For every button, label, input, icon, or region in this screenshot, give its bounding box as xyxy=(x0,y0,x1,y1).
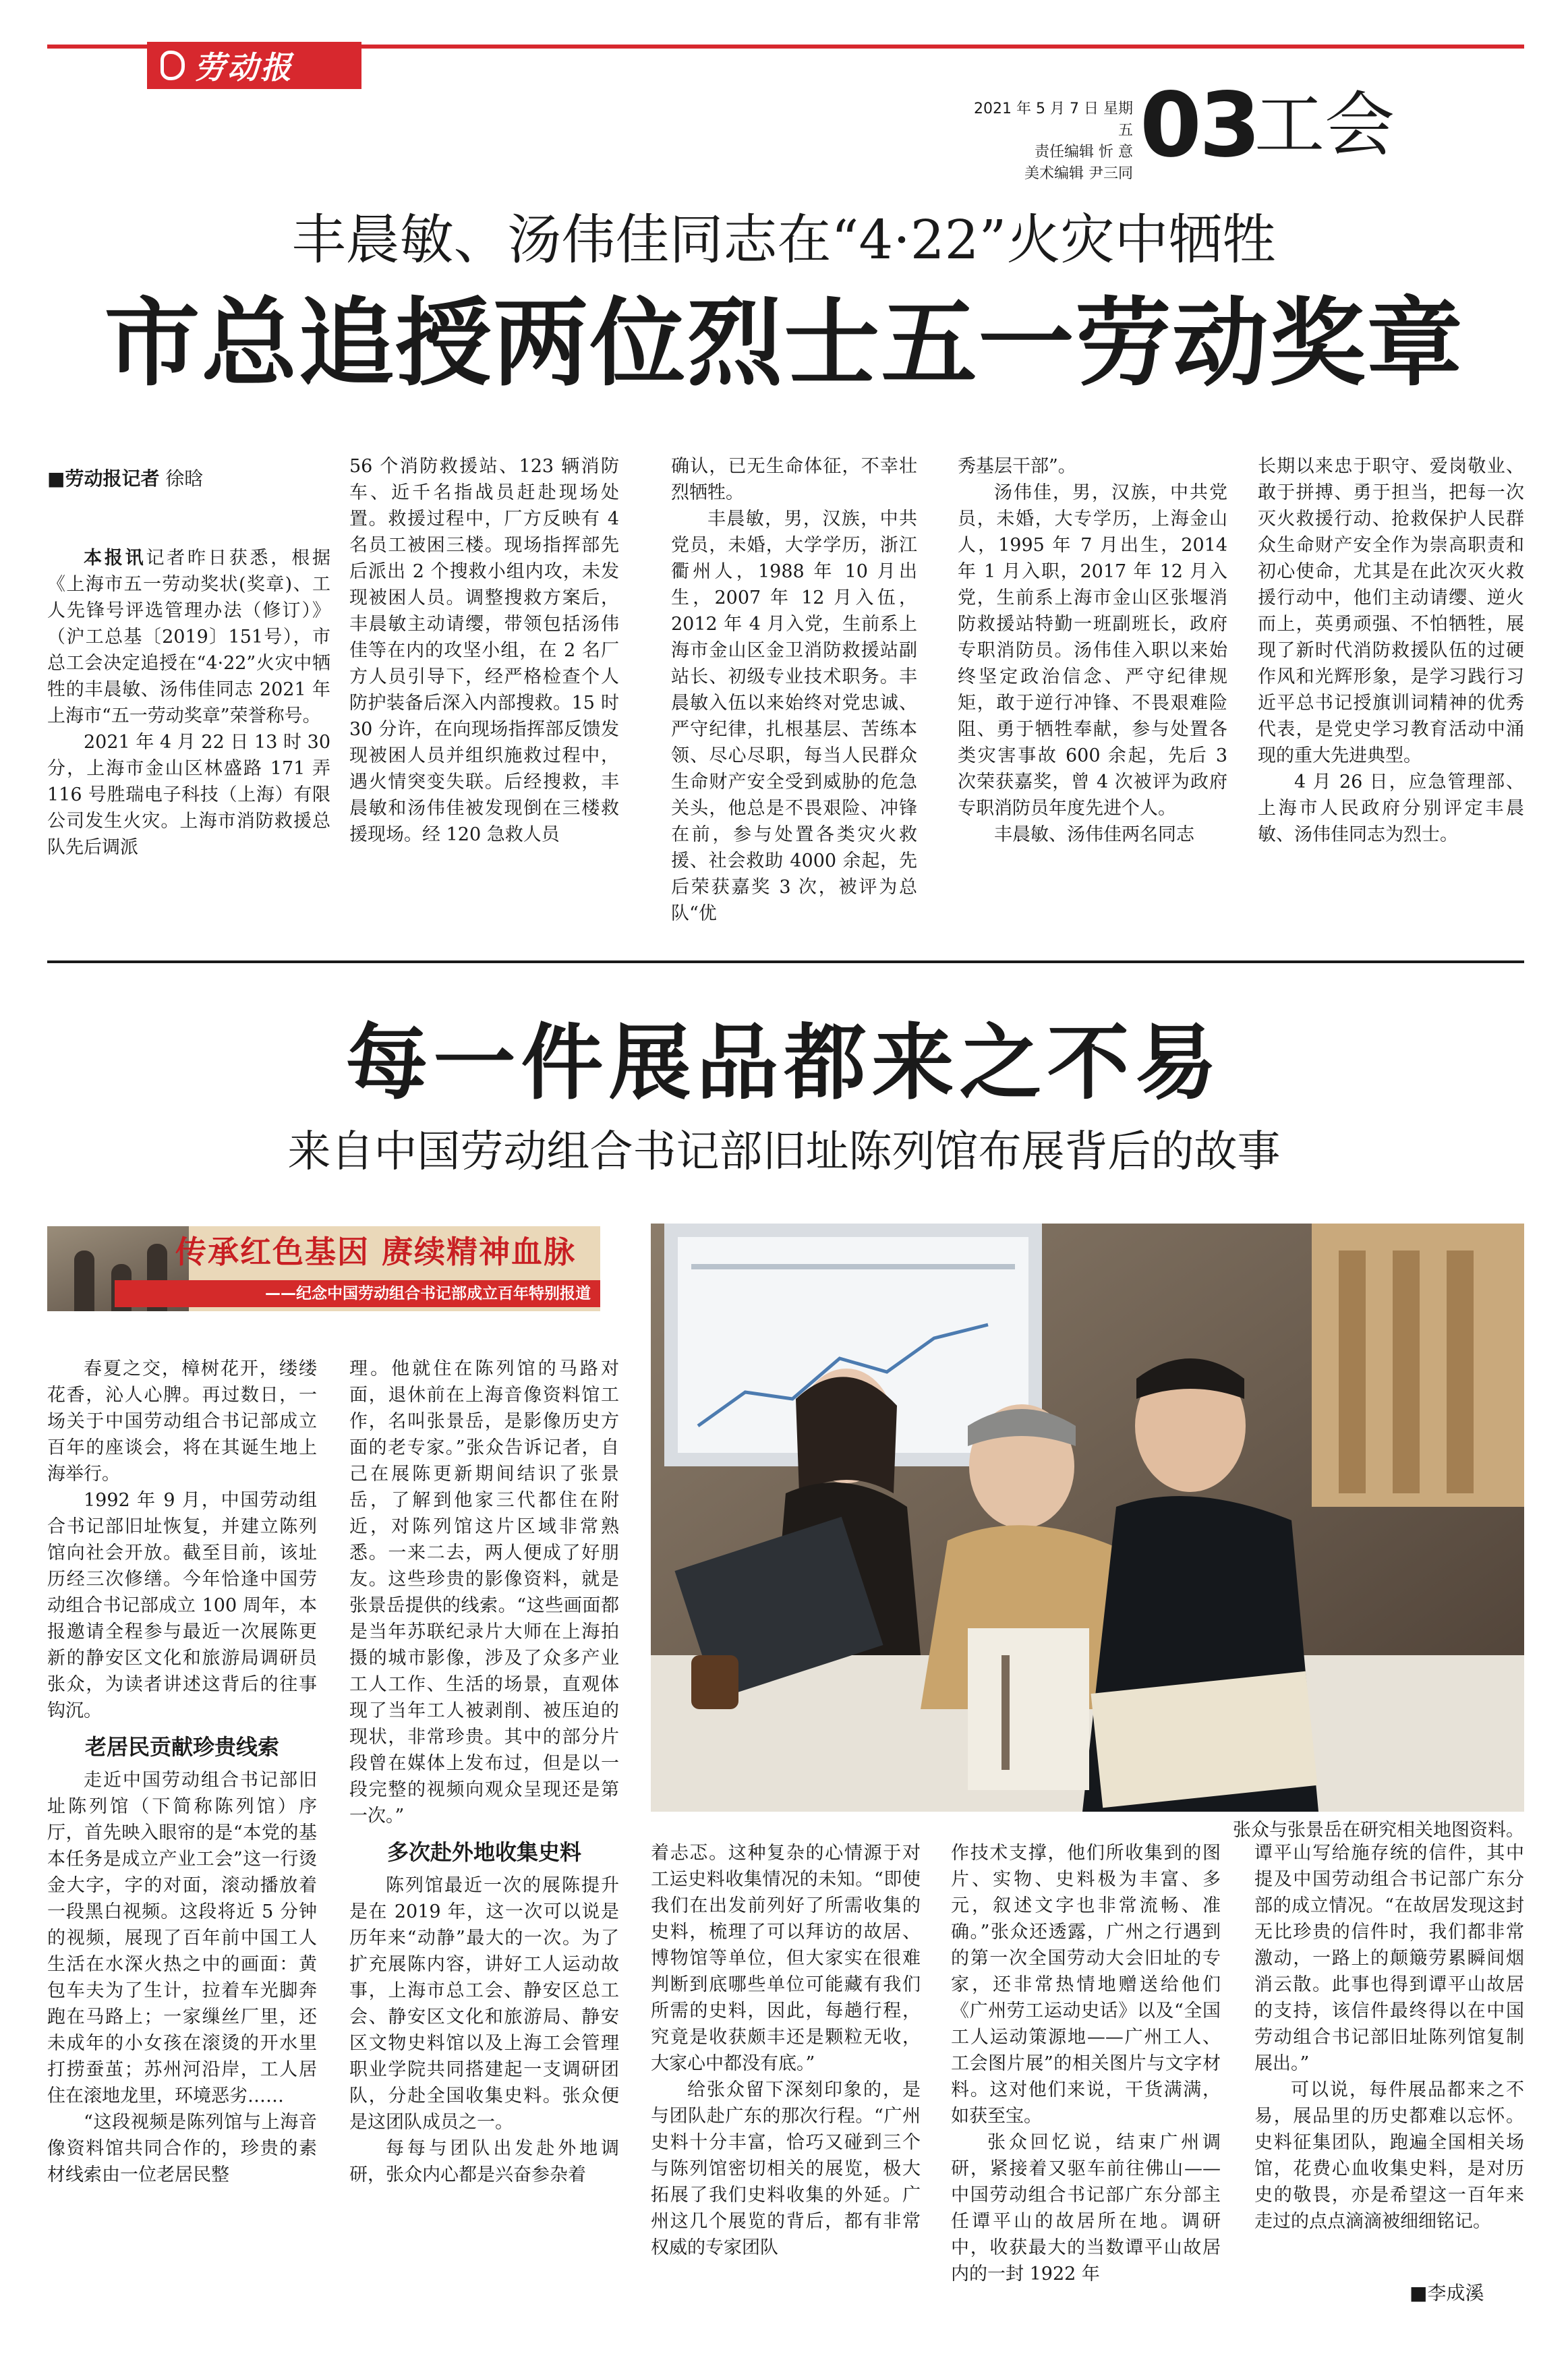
paragraph: 作技术支撑，他们所收集到的图片、实物、史料极为丰富、多元，叙述文字也非常流畅、准确。”张众还透露，广州之行遇到的第一次全国劳动大会旧址的专家，还非常热情地赠送给他们《广州劳工运动史话》以及“全国工人运动策源地——广州工人、工会图片展”的相关图片与文字材料。这对他们来说，干货满满，如获至宝。 xyxy=(951,1843,1221,2127)
lead-tag: 本报讯 xyxy=(84,548,146,569)
paragraph: 丰晨敏、汤伟佳两名同志 xyxy=(994,824,1194,845)
story1-column-1 xyxy=(47,545,330,861)
paragraph: “这段视频是陈列馆与上海音像资料馆共同合作的，珍贵的素材线索由一位老居民整 xyxy=(47,2112,317,2185)
paragraph: 2021 年 4 月 22 日 13 时 30 分，上海市金山区林盛路 171 弄 116 号胜瑞电子科技（上海）有限公司发生火灾。上海市消防救援总队先后调派 xyxy=(47,732,330,858)
paragraph: 可以说，每件展品都来之不易，展品里的历史都难以忘怀。史料征集团队，跑遍全国相关场馆，花费心血收集史料，是对历史的敬畏，亦是希望这一百年来走过的点点滴滴被细细铭记。 xyxy=(1254,2079,1524,2232)
paragraph: 走近中国劳动组合书记部旧址陈列馆（下简称陈列馆）序厅，首先映入眼帘的是“本党的基本任务是成立产业工会”这一行烫金大字，字的对面，滚动播放着一段黑白视频。这段将近 5 分钟的视频，展现了百年前中国工人生活在水深火热之中的画面：黄包车夫为了生计，拉着车光脚奔跑在马路上；一家缫丝厂里，还未成年的小女孩在滚烫的开水里打捞蚕茧；苏州河沿岸，工人居住在滚地龙里，环境恶劣…… xyxy=(47,1770,317,2106)
story1-column-3 xyxy=(671,453,917,927)
paragraph: 陈列馆最近一次的展陈提升是在 2019 年，这一次可以说是历年来“动静”最大的一次。为了扩充展陈内容，讲好工人运动故事，上海市总工会、静安区总工会、静安区文化和旅游局、静安区文物史料馆以及上海工会管理职业学院共同搭建起一支调研团队，分赴全国收集史料。张众便是这团队成员之一。 xyxy=(349,1875,619,2133)
subhead: 多次赴外地收集史料 xyxy=(386,1839,581,1865)
paragraph: 本报讯记者昨日获悉，根据《上海市五一劳动奖状(奖章)、工人先锋号评选管理办法（修订）》（沪工总基〔2019〕151号），市总工会决定追授在“4·22”火灾中牺牲的丰晨敏、汤伟佳同志 2021 年上海市“五一劳动奖章”荣誉称号。 xyxy=(47,548,331,726)
section-name: 工会 xyxy=(1254,84,1395,166)
page-meta xyxy=(961,98,1133,185)
paragraph: 理。他就住在陈列馆的马路对面，退休前在上海音像资料馆工作，名叫张景岳，是影像历史方面的老专家。”张众告诉记者，自己在展陈更新期间结识了张景岳，了解到他家三代都住在附近，对陈列馆这片区域非常熟悉。一来二去，两人便成了好朋友。这些珍贵的影像资料，就是张景岳提供的线索。“这些画面都是当年苏联纪录片大师在上海拍摄的城市影像，涉及了众多产业工人工作、生活的场景，直观体现了当年工人被剥削、被压迫的现状，非常珍贵。其中的部分片段曾在媒体上发布过，但是以一段完整的视频向观众呈现还是第一次。” xyxy=(349,1358,619,1827)
photo-caption: 张众与张景岳在研究相关地图资料。 xyxy=(1233,1820,1524,1841)
story2-headline: 每一件展品都来之不易 xyxy=(345,1014,1223,1111)
story2-deck: 来自中国劳动组合书记部旧址陈列馆布展背后的故事 xyxy=(287,1127,1281,1177)
paragraph: 给张众留下深刻印象的，是与团队赴广东的那次行程。“广州史料十分丰富，恰巧又碰到三个与陈列馆密切相关的展览，极大拓展了我们史料收集的外延。广州这几个展览的背后，都有非常权威的专家团队 xyxy=(651,2079,921,2258)
paragraph: 谭平山写给施存统的信件，其中提及中国劳动组合书记部广东分部的成立情况。“在故居发现这封无比珍贵的信件时，我们都非常激动，一路上的颠簸劳累瞬间烟消云散。此事也得到谭平山故居的支持，该信件最终得以在中国劳动组合书记部旧址陈列馆复制展出。” xyxy=(1254,1843,1524,2074)
paragraph: 1992 年 9 月，中国劳动组合书记部旧址恢复，并建立陈列馆向社会开放。截至目前，该址历经三次修缮。今年恰逢中国劳动组合书记部成立 100 周年，本报邀请全程参与最近一次展陈更新的静安区文化和旅游局调研员张众，为读者讲述这背后的往事钩沉。 xyxy=(47,1490,317,1721)
paragraph: 秀基层干部”。 xyxy=(958,456,1076,477)
paragraph: 春夏之交，樟树花开，缕缕花香，沁人心脾。再过数日，一场关于中国劳动组合书记部成立百年的座谈会，将在其诞生地上海举行。 xyxy=(47,1358,317,1485)
paragraph: 丰晨敏，男，汉族，中共党员，未婚，大学学历，浙江衢州人，1988 年 10 月出生，2007 年 12 月入伍，2012 年 4 月入党，生前系上海市金山区金卫消防救援站副站长、初级专业技术职务。丰晨敏入伍以来始终对党忠诚、严守纪律，扎根基层、苦练本领、尽心尽职，每当人民群众生命财产安全受到威胁的危急关头，他总是不畏艰险、冲锋在前，参与处置各类灾火救援、社会救助 4000 余起，先后荣获嘉奖 3 次，被评为总队“优 xyxy=(671,509,917,924)
story2-column-3 xyxy=(651,1840,921,2261)
paragraph: 长期以来忠于职守、爱岗敬业、敢于拼搏、勇于担当，把每一次灭火救援行动、抢救保护人民群众生命财产安全作为崇高职责和初心使命，尤其是在此次灭火救援行动中，他们主动请缨、逆火而上，英勇顽强、不怕牺牲，展现了新时代消防救援队伍的过硬作风和光辉形象，是学习践行习近平总书记授旗训词精神的优秀代表，是党史学习教育活动中涌现的重大先进典型。 xyxy=(1258,456,1524,766)
paragraph: 4 月 26 日，应急管理部、上海市人民政府分别评定丰晨敏、汤伟佳同志为烈士。 xyxy=(1258,772,1524,845)
subhead: 老居民贡献珍贵线索 xyxy=(84,1734,279,1760)
story2-column-1 xyxy=(47,1356,317,2188)
logo-mark-icon xyxy=(161,51,185,80)
photo-illustration xyxy=(651,1224,1524,1812)
date-line: 2021 年 5 月 7 日 星期五 xyxy=(974,100,1133,139)
paragraph: 汤伟佳，男，汉族，中共党员，未婚，大专学历，上海金山人，1995 年 7 月出生，2014 年 1 月入职，2017 年 12 月入党，生前系上海市金山区张堰消防救援站特勤一班副班长，政府专职消防员。汤伟佳入职以来始终坚定政治信念、严守纪律规矩，敢于逆行冲锋、不畏艰难险阻、勇于牺牲奉献，参与处置各类灾害事故 600 余起，先后 3 次荣获嘉奖，曾 4 次被评为政府专职消防员年度先进个人。 xyxy=(958,482,1227,819)
news-photo xyxy=(651,1224,1524,1812)
story1-kicker: 丰晨敏、汤伟佳同志在“4·22”火灾中牺牲 xyxy=(291,208,1277,271)
story1-column-5 xyxy=(1258,453,1524,848)
banner-subtitle: ——纪念中国劳动组合书记部成立百年特别报道 xyxy=(115,1280,600,1307)
paragraph: 张众回忆说，结束广州调研，紧接着又驱车前往佛山——中国劳动组合书记部广东分部主任谭平山的故居所在地。调研中，收获最大的当数谭平山故居内的一封 1922 年 xyxy=(951,2132,1221,2285)
page-number: 03 xyxy=(1140,74,1258,177)
author-signature: ■李成溪 xyxy=(1410,2282,1484,2304)
paragraph: 56 个消防救援站、123 辆消防车、近千名指战员赶赴现场处置。救援过程中，厂方反映有 4 名员工被困三楼。现场指挥部先后派出 2 个搜救小组内攻，未发现被困人员。调整搜救方案后，丰晨敏主动请缨，带领包括汤伟佳等在内的攻坚小组，在 2 名厂方人员引导下，经严格检查个人防护装备后深入内部搜救。15 时 30 分许，在向现场指挥部反馈发现被困人员并组织施救过程中，遇火情突变失联。后经搜救，丰晨敏和汤伟佳被发现倒在三楼救援现场。经 120 急救人员 xyxy=(349,456,619,845)
story2-column-4 xyxy=(951,1840,1221,2287)
byline-name: 徐晗 xyxy=(165,467,204,490)
paper-name: 劳动报 xyxy=(194,49,293,86)
paragraph: 着忐忑。这种复杂的心情源于对工运史料收集情况的未知。“即使我们在出发前列好了所需收集的史料，梳理了可以拜访的故居、博物馆等单位，但大家实在很难判断到底哪些单位可能藏有我们所需的史料，因此，每趟行程，究竟是收获颇丰还是颗粒无收，大家心中都没有底。” xyxy=(651,1843,921,2074)
story1-byline xyxy=(47,465,330,492)
story2-column-5 xyxy=(1254,1840,1524,2235)
paper-logo xyxy=(147,42,361,89)
paragraph: 每每与团队出发赴外地调研，张众内心都是兴奋参杂着 xyxy=(349,2138,619,2185)
banner-title: 传承红色基因 赓续精神血脉 xyxy=(175,1234,577,1270)
story2-column-2 xyxy=(349,1356,619,2188)
editor-line: 责任编辑 忻 意 xyxy=(1035,144,1133,161)
art-editor-line: 美术编辑 尹三同 xyxy=(1024,165,1133,182)
byline-label: ■劳动报记者 xyxy=(47,467,160,490)
story1-headline: 市总追授两位烈士五一劳动奖章 xyxy=(104,287,1464,399)
story-divider xyxy=(47,960,1524,963)
story1-column-4 xyxy=(958,453,1227,848)
story1-column-2 xyxy=(349,453,619,848)
paragraph: 确认，已无生命体征，不幸壮烈牺牲。 xyxy=(671,456,917,503)
series-banner xyxy=(47,1226,600,1311)
